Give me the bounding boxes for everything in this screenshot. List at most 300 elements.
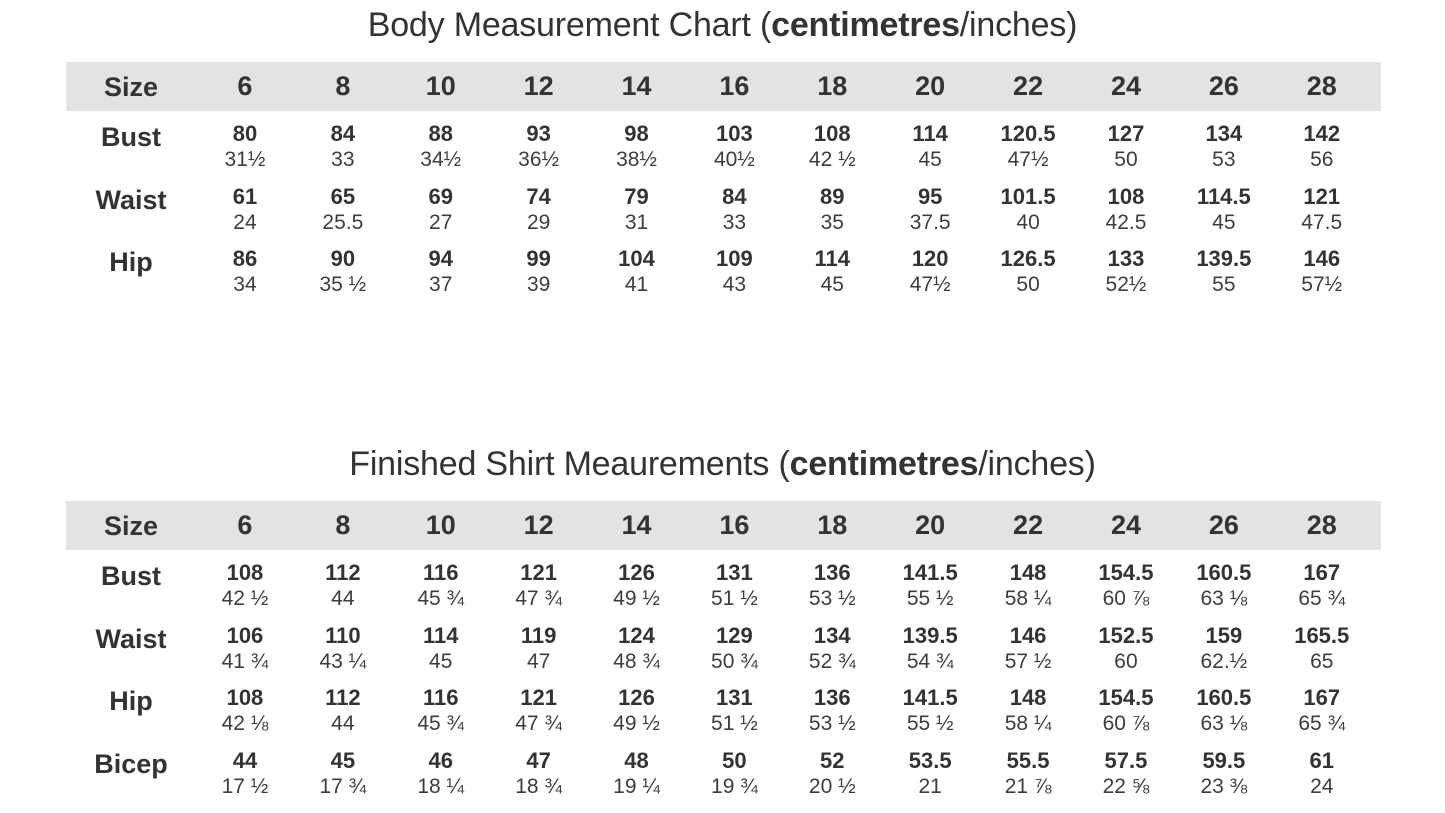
measurement-cell [685, 613, 783, 675]
centimetre-value: 69 [428, 183, 453, 209]
inch-value: 47½ [1007, 148, 1049, 171]
size-header-cell: 12 [523, 510, 554, 540]
table-row-bust [66, 550, 1381, 613]
centimetre-value: 160.5 [1196, 685, 1252, 710]
measurement-cell [1175, 111, 1273, 173]
inch-value: 44 [331, 587, 355, 610]
inch-value: 40½ [713, 148, 755, 171]
centimetre-value: 139.5 [902, 622, 958, 648]
centimetre-value: 109 [716, 246, 753, 271]
inch-value: 39 [526, 273, 551, 296]
size-header-cell: 6 [237, 71, 253, 101]
inch-value: 47 ¾ [515, 587, 562, 610]
title-bold-unit: centimetres [771, 6, 960, 44]
inch-value: 24 [233, 210, 257, 234]
measurement-cell [783, 236, 881, 298]
inch-value: 65 ¾ [1298, 587, 1346, 610]
centimetre-value: 148 [1009, 685, 1047, 710]
size-header-cell: 22 [1013, 71, 1044, 101]
centimetre-value: 114 [422, 622, 459, 648]
measurement-cell [783, 174, 881, 236]
measurement-cell [490, 550, 588, 612]
measurement-cell [1273, 236, 1371, 298]
inch-value: 50 [1114, 148, 1138, 171]
inch-value: 57½ [1301, 273, 1343, 296]
inch-value: 65 ¾ [1298, 712, 1346, 735]
centimetre-value: 94 [428, 246, 453, 271]
measurement-cell [1175, 174, 1273, 236]
measurement-cell [783, 111, 881, 173]
centimetre-value: 136 [813, 685, 851, 710]
size-header-cell: 18 [817, 510, 848, 540]
inch-value: 47½ [909, 273, 951, 296]
centimetre-value: 112 [325, 685, 361, 710]
inch-value: 42 ½ [808, 148, 856, 171]
measurement-cell [881, 550, 979, 612]
inch-value: 52 ¾ [808, 649, 856, 673]
centimetre-value: 126.5 [1000, 246, 1056, 271]
inch-value: 58 ¼ [1004, 712, 1052, 735]
inch-value: 48 ¾ [613, 649, 660, 673]
centimetre-value: 88 [428, 121, 453, 146]
measurement-cell [1175, 613, 1273, 675]
size-header-cell: 10 [425, 510, 456, 540]
inch-value: 31 [624, 210, 649, 234]
inch-value: 51 ½ [711, 712, 758, 735]
centimetre-value: 139.5 [1196, 246, 1252, 271]
body-measurement-table [66, 62, 1381, 299]
measurement-cell [1077, 550, 1175, 612]
table-row-hip [66, 675, 1381, 738]
centimetre-value: 80 [232, 121, 258, 146]
body-measurement-chart [0, 0, 1445, 296]
size-header-cell: 16 [719, 71, 750, 101]
measurement-cell [979, 613, 1077, 675]
inch-value: 63 ⅛ [1200, 712, 1248, 735]
inch-value: 31½ [224, 148, 266, 171]
inch-value: 34½ [420, 148, 462, 171]
centimetre-value: 99 [526, 246, 551, 271]
measurement-cell [196, 174, 294, 236]
centimetre-value: 148 [1009, 560, 1047, 585]
measurement-cell [490, 111, 588, 173]
inch-value: 47.5 [1301, 210, 1343, 234]
inch-value: 40 [1016, 210, 1040, 234]
centimetre-value: 146 [1009, 622, 1047, 648]
measurement-cell [392, 738, 490, 800]
size-header-cell: 24 [1110, 510, 1141, 540]
measurement-cell [881, 236, 979, 298]
title-suffix: /inches) [959, 6, 1078, 44]
inch-value: 20 ½ [808, 774, 856, 798]
inch-value: 60 [1114, 649, 1138, 673]
size-header-cell: 8 [335, 71, 351, 101]
inch-value: 17 ½ [221, 774, 269, 798]
body-chart-title [0, 0, 1445, 50]
measurement-cell [979, 236, 1077, 298]
inch-value: 52½ [1105, 273, 1147, 296]
title-suffix: /inches) [978, 445, 1096, 483]
measurement-cell [783, 738, 881, 800]
centimetre-value: 114 [814, 246, 851, 271]
title-bold-unit: centimetres [789, 445, 979, 483]
centimetre-value: 112 [325, 560, 361, 585]
inch-value: 37.5 [909, 210, 951, 234]
centimetre-value: 129 [716, 622, 753, 648]
table-row-waist [66, 613, 1381, 676]
measurement-cell [196, 613, 294, 675]
inch-value: 27 [429, 210, 453, 234]
centimetre-value: 121 [1303, 183, 1341, 209]
centimetre-value: 119 [520, 622, 557, 648]
centimetre-value: 104 [618, 246, 655, 271]
inch-value: 55 [1212, 273, 1236, 296]
measurement-cell [588, 111, 686, 173]
inch-value: 60 ⅞ [1102, 712, 1150, 735]
centimetre-value: 61 [232, 183, 258, 209]
inch-value: 24 [1310, 774, 1334, 798]
centimetre-value: 57.5 [1104, 747, 1148, 773]
measurement-cell [1273, 738, 1371, 800]
centimetre-value: 116 [422, 560, 459, 585]
inch-value: 21 ⅞ [1004, 774, 1052, 798]
measurement-cell [1077, 738, 1175, 800]
inch-value: 49 ½ [613, 712, 660, 735]
measurement-cell [783, 613, 881, 675]
size-header-cell: 16 [719, 510, 750, 540]
centimetre-value: 121 [520, 685, 557, 710]
measurement-cell [294, 550, 392, 612]
inch-value: 37 [429, 273, 453, 296]
measurement-cell [392, 550, 490, 612]
inch-value: 58 ¼ [1004, 587, 1052, 610]
centimetre-value: 114 [912, 121, 948, 146]
centimetre-value: 165.5 [1294, 622, 1350, 648]
centimetre-value: 84 [722, 183, 747, 209]
measurement-cell [490, 236, 588, 298]
inch-value: 17 ¾ [319, 774, 367, 798]
table-row-bust [66, 111, 1381, 174]
inch-value: 57 ½ [1004, 649, 1052, 673]
centimetre-value: 134 [1205, 121, 1243, 146]
measurement-cell [1077, 111, 1175, 173]
centimetre-value: 103 [716, 121, 753, 146]
centimetre-value: 154.5 [1098, 560, 1154, 585]
size-header-cell: 14 [621, 510, 652, 540]
centimetre-value: 108 [226, 685, 264, 710]
measurement-cell [1175, 675, 1273, 737]
table-row-bicep [66, 738, 1381, 801]
centimetre-value: 45 [330, 747, 356, 773]
row-label: Bust [101, 122, 161, 152]
centimetre-value: 133 [1107, 246, 1145, 271]
measurement-cell [588, 675, 686, 737]
inch-value: 33 [331, 148, 355, 171]
centimetre-value: 127 [1107, 121, 1145, 146]
centimetre-value: 55.5 [1006, 747, 1050, 773]
inch-value: 45 ¾ [417, 712, 465, 735]
centimetre-value: 84 [330, 121, 356, 146]
centimetre-value: 159 [1205, 622, 1243, 648]
inch-value: 45 [429, 649, 453, 673]
inch-value: 38½ [616, 148, 657, 171]
inch-value: 41 [624, 273, 649, 296]
centimetre-value: 131 [716, 560, 753, 585]
size-header-cell: 20 [915, 510, 946, 540]
centimetre-value: 95 [917, 183, 943, 209]
inch-value: 33 [722, 210, 747, 234]
measurement-cell [1175, 236, 1273, 298]
measurement-cell [1273, 550, 1371, 612]
measurement-cell [881, 111, 979, 173]
measurement-cell [685, 236, 783, 298]
centimetre-value: 47 [526, 747, 551, 773]
centimetre-value: 124 [618, 622, 655, 648]
measurement-cell [588, 550, 686, 612]
measurement-cell [392, 236, 490, 298]
centimetre-value: 61 [1309, 747, 1334, 773]
measurement-cell [685, 550, 783, 612]
measurement-cell [1175, 550, 1273, 612]
row-label: Waist [95, 623, 167, 654]
measurement-cell [881, 675, 979, 737]
centimetre-value: 93 [526, 121, 551, 146]
centimetre-value: 126 [618, 560, 655, 585]
inch-value: 47 [526, 649, 551, 673]
measurement-cell [1077, 613, 1175, 675]
measurement-cell [1273, 111, 1371, 173]
measurement-cell [294, 675, 392, 737]
centimetre-value: 52 [820, 747, 845, 773]
inch-value: 42.5 [1105, 210, 1147, 234]
centimetre-value: 48 [624, 747, 649, 773]
measurement-cell [1077, 174, 1175, 236]
inch-value: 45 ¾ [417, 587, 465, 610]
measurement-cell [196, 675, 294, 737]
measurement-cell [490, 174, 588, 236]
measurement-cell [685, 111, 783, 173]
centimetre-value: 74 [526, 183, 551, 209]
inch-value: 53 [1212, 148, 1236, 171]
centimetre-value: 110 [325, 622, 361, 648]
measurement-cell [979, 111, 1077, 173]
centimetre-value: 59.5 [1202, 747, 1246, 773]
inch-value: 55 ½ [906, 712, 954, 735]
measurement-cell [1175, 738, 1273, 800]
inch-value: 45 [820, 273, 844, 296]
size-header-cell: 12 [523, 71, 554, 101]
size-header-cell: 14 [621, 71, 652, 101]
measurement-cell [1077, 675, 1175, 737]
centimetre-value: 146 [1303, 246, 1341, 271]
inch-value: 45 [1212, 210, 1236, 234]
inch-value: 19 ¾ [711, 774, 758, 798]
measurement-cell [783, 550, 881, 612]
centimetre-value: 108 [813, 121, 851, 146]
inch-value: 54 ¾ [906, 649, 954, 673]
measurement-cell [881, 174, 979, 236]
measurement-cell [979, 738, 1077, 800]
measurement-cell [490, 675, 588, 737]
inch-value: 56 [1310, 148, 1334, 171]
size-header-cell: 22 [1013, 510, 1044, 540]
centimetre-value: 46 [428, 747, 453, 773]
measurement-cell [294, 236, 392, 298]
measurement-cell [196, 738, 294, 800]
inch-value: 53 ½ [808, 587, 856, 610]
centimetre-value: 106 [226, 622, 264, 648]
centimetre-value: 142 [1303, 121, 1341, 146]
size-header-cell: 20 [915, 71, 946, 101]
inch-value: 19 ¼ [613, 774, 660, 798]
inch-value: 23 ⅜ [1200, 774, 1248, 798]
centimetre-value: 108 [1107, 183, 1145, 209]
centimetre-value: 141.5 [902, 685, 958, 710]
inch-value: 36½ [518, 148, 560, 171]
inch-value: 55 ½ [906, 587, 954, 610]
centimetre-value: 120 [911, 246, 949, 271]
centimetre-value: 141.5 [902, 560, 958, 585]
centimetre-value: 50 [722, 747, 747, 773]
centimetre-value: 136 [813, 560, 851, 585]
centimetre-value: 79 [624, 183, 649, 209]
inch-value: 62.½ [1200, 649, 1248, 673]
measurement-cell [294, 174, 392, 236]
inch-value: 35 ½ [319, 273, 367, 296]
inch-value: 51 ½ [711, 587, 758, 610]
inch-value: 41 ¾ [221, 649, 269, 673]
table-row-hip [66, 236, 1381, 299]
size-header-cell: 18 [817, 71, 848, 101]
centimetre-value: 98 [624, 121, 649, 146]
measurement-cell [685, 675, 783, 737]
centimetre-value: 154.5 [1098, 685, 1154, 710]
measurement-cell [588, 236, 686, 298]
inch-value: 65 [1310, 649, 1334, 673]
size-header-cell: 8 [335, 510, 351, 540]
inch-value: 29 [526, 210, 551, 234]
centimetre-value: 86 [232, 246, 258, 271]
size-header-label: Size [103, 511, 159, 541]
inch-value: 45 [918, 148, 942, 171]
measurement-cell [979, 675, 1077, 737]
measurement-cell [979, 550, 1077, 612]
table-row-waist [66, 174, 1381, 237]
inch-value: 50 [1016, 273, 1040, 296]
size-header-cell: 24 [1110, 71, 1141, 101]
inch-value: 63 ⅛ [1200, 587, 1248, 610]
measurement-cell [294, 111, 392, 173]
row-label: Bust [101, 561, 161, 591]
centimetre-value: 89 [820, 183, 845, 209]
measurement-cell [196, 111, 294, 173]
finished-shirt-chart [0, 439, 1445, 798]
measurement-cell [685, 738, 783, 800]
centimetre-value: 114.5 [1196, 183, 1251, 209]
row-label: Bicep [94, 748, 168, 779]
measurement-cell [294, 738, 392, 800]
measurement-cell [588, 738, 686, 800]
size-header-cell: 28 [1306, 510, 1337, 540]
row-label: Waist [95, 184, 167, 215]
size-header-cell: 28 [1306, 71, 1337, 101]
measurement-cell [392, 613, 490, 675]
row-label: Hip [109, 247, 153, 277]
inch-value: 50 ¾ [711, 649, 758, 673]
size-header-cell: 6 [237, 510, 253, 540]
centimetre-value: 152.5 [1098, 622, 1154, 648]
centimetre-value: 65 [330, 183, 356, 209]
measurement-cell [1273, 613, 1371, 675]
size-header-label: Size [103, 72, 159, 102]
shirt-chart-title [0, 439, 1445, 489]
table-header-row [66, 62, 1381, 111]
inch-value: 34 [233, 273, 257, 296]
measurement-cell [196, 550, 294, 612]
inch-value: 43 ¼ [319, 649, 367, 673]
inch-value: 21 [918, 774, 942, 798]
inch-value: 18 ¾ [515, 774, 562, 798]
centimetre-value: 90 [330, 246, 356, 271]
measurement-cell [490, 613, 588, 675]
measurement-cell [392, 675, 490, 737]
inch-value: 47 ¾ [515, 712, 562, 735]
centimetre-value: 108 [226, 560, 264, 585]
inch-value: 43 [722, 273, 747, 296]
centimetre-value: 44 [232, 747, 258, 773]
measurement-cell [392, 111, 490, 173]
title-prefix: Body Measurement Chart ( [367, 6, 772, 44]
inch-value: 53 ½ [808, 712, 856, 735]
inch-value: 22 ⅝ [1102, 774, 1150, 798]
inch-value: 42 ⅛ [221, 712, 269, 735]
centimetre-value: 126 [618, 685, 655, 710]
inch-value: 42 ½ [221, 587, 269, 610]
size-header-cell: 26 [1208, 71, 1239, 101]
centimetre-value: 53.5 [908, 747, 952, 773]
size-header-cell: 10 [425, 71, 456, 101]
measurement-cell [588, 174, 686, 236]
centimetre-value: 167 [1303, 685, 1341, 710]
measurement-cell [1273, 174, 1371, 236]
table-header-row [66, 501, 1381, 550]
inch-value: 25.5 [322, 210, 364, 234]
measurement-cell [881, 613, 979, 675]
centimetre-value: 134 [813, 622, 851, 648]
measurement-cell [1077, 236, 1175, 298]
centimetre-value: 120.5 [1000, 121, 1056, 146]
centimetre-value: 131 [716, 685, 753, 710]
centimetre-value: 101.5 [1000, 183, 1056, 209]
measurement-cell [979, 174, 1077, 236]
measurement-cell [1273, 675, 1371, 737]
centimetre-value: 160.5 [1196, 560, 1252, 585]
finished-shirt-table [66, 501, 1381, 800]
centimetre-value: 116 [422, 685, 459, 710]
inch-value: 18 ¼ [417, 774, 465, 798]
inch-value: 60 ⅞ [1102, 587, 1150, 610]
measurement-cell [881, 738, 979, 800]
centimetre-value: 167 [1303, 560, 1341, 585]
row-label: Hip [109, 686, 153, 716]
measurement-cell [490, 738, 588, 800]
measurement-cell [588, 613, 686, 675]
size-header-cell: 26 [1208, 510, 1239, 540]
centimetre-value: 121 [520, 560, 557, 585]
measurement-cell [294, 613, 392, 675]
inch-value: 35 [820, 210, 844, 234]
measurement-cell [392, 174, 490, 236]
